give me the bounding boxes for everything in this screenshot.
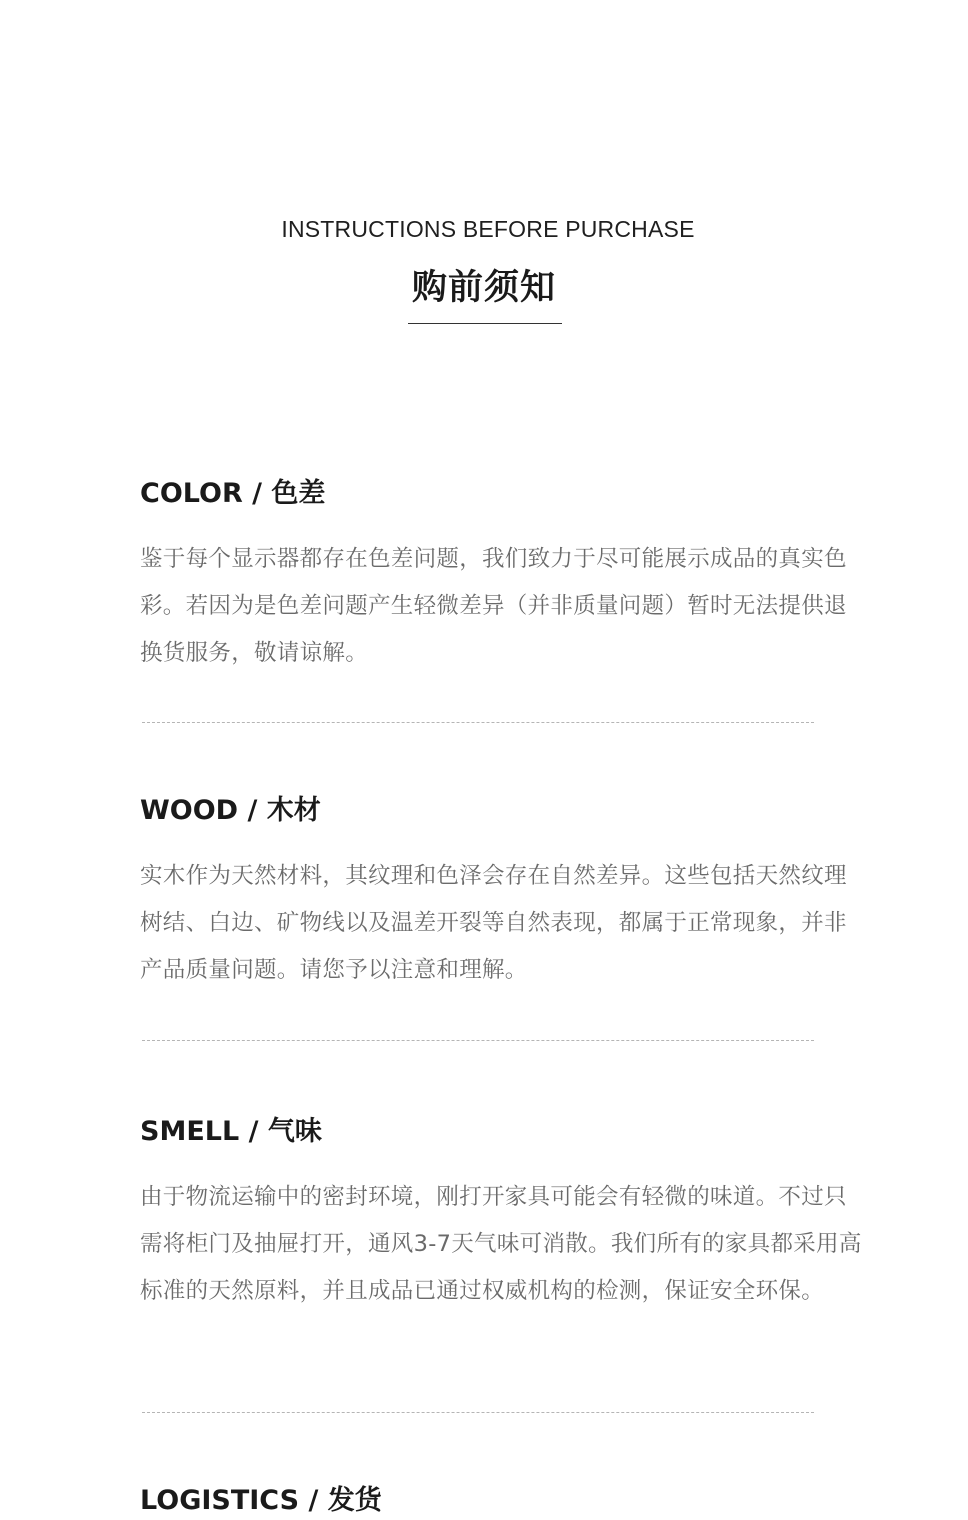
header-title-en: INSTRUCTIONS BEFORE PURCHASE [281, 216, 695, 242]
section-wood [140, 792, 860, 994]
section-color [140, 475, 860, 677]
section-title: SMELL / 气味 [140, 1116, 322, 1147]
section-title: COLOR / 色差 [140, 478, 326, 509]
section-body: 由于物流运输中的密封环境，刚打开家具可能会有轻微的味道。不过只需将柜门及抽屉打开，通风3-7天气味可消散。我们所有的家具都采用高标准的天然原料，并且成品已通过权威机构的检测，保证安全环保。 [140, 1184, 862, 1304]
section-logistics [140, 1482, 860, 1520]
dashed-divider [142, 1040, 814, 1041]
header-title-cn: 购前须知 [411, 268, 556, 308]
section-body: 实木作为天然材料，其纹理和色泽会存在自然差异。这些包括天然纹理树结、白边、矿物线以及温差开裂等自然表现，都属于正常现象，并非产品质量问题。请您予以注意和理解。 [140, 863, 847, 983]
section-title: LOGISTICS / 发货 [140, 1485, 382, 1516]
section-title: WOOD / 木材 [140, 795, 321, 826]
section-body: 鉴于每个显示器都存在色差问题，我们致力于尽可能展示成品的真实色彩。若因为是色差问题产生轻微差异（并非质量问题）暂时无法提供退换货服务，敬请谅解。 [140, 546, 847, 666]
header-underline [408, 323, 562, 324]
dashed-divider [142, 722, 814, 723]
page-header [0, 0, 968, 360]
dashed-divider [142, 1412, 814, 1413]
section-smell [140, 1113, 860, 1315]
